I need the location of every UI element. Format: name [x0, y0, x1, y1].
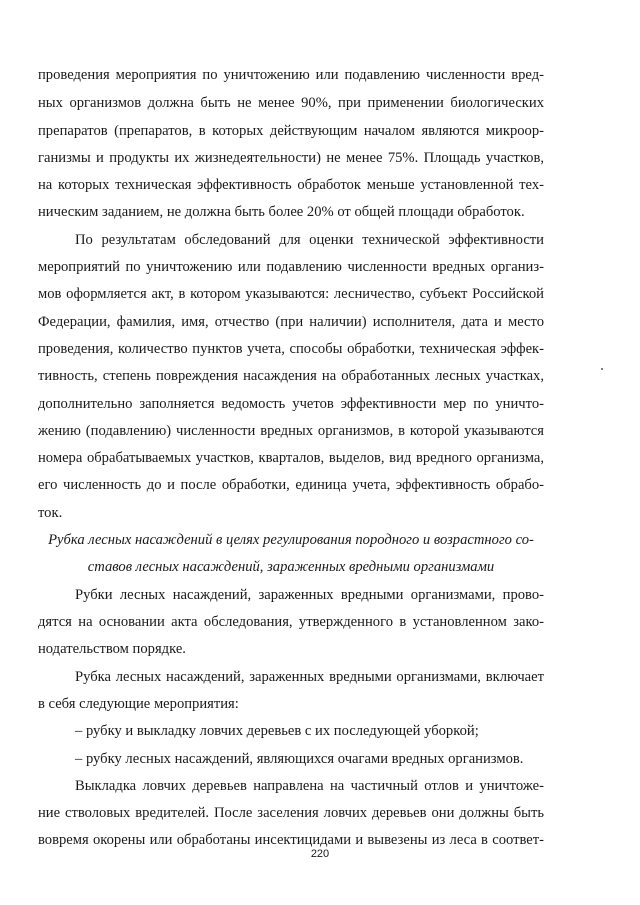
text-line: в себя следующие мероприятия:	[38, 696, 239, 712]
text-line: Рубка лесных насаждений, зараженных вредными организмами, включает	[75, 669, 544, 685]
text-line: вовремя окорены или обработаны инсектицидами и вывезены из леса в соответ-	[38, 832, 544, 848]
page-number: 220	[310, 848, 330, 860]
text-line: ток.	[38, 505, 63, 521]
text-line: ных организмов должна быть не менее 90%, при применении биологических	[38, 95, 544, 111]
text-line: Федерации, фамилия, имя, отчество (при наличии) исполнителя, дата и место	[38, 314, 544, 330]
scan-speck	[601, 368, 603, 370]
text-line: жению (подавлению) численности вредных организмов, в которой указываются	[38, 423, 544, 439]
text-line: тивность, степень повреждения насаждения на обработанных лесных участках,	[38, 368, 544, 384]
text-line: нодательством порядке.	[38, 641, 186, 657]
section-heading-line: Рубка лесных насаждений в целях регулирования породного и возрастного со-	[48, 532, 534, 548]
text-line: Рубки лесных насаждений, зараженных вредными организмами, прово-	[75, 587, 544, 603]
list-item: – рубку лесных насаждений, являющихся очагами вредных организмов.	[75, 751, 524, 767]
text-line: ганизмы и продукты их жизнедеятельности) не менее 75%. Площадь участков,	[38, 150, 544, 166]
text-line: препаратов (препаратов, в которых действующим началом являются микроор-	[38, 123, 544, 139]
list-item: – рубку и выкладку ловчих деревьев с их последующей уборкой;	[75, 723, 479, 739]
text-line: дополнительно заполняется ведомость учетов эффективности мер по уничто-	[38, 396, 544, 412]
text-line: дятся на основании акта обследования, утвержденного в установленном зако-	[38, 614, 544, 630]
text-line: мов оформляется акт, в котором указываются: лесничество, субъект Российской	[38, 286, 544, 302]
text-line: Выкладка ловчих деревьев направлена на частичный отлов и уничтоже-	[75, 778, 544, 794]
text-line: на которых техническая эффективность обработок меньше установленной тех-	[38, 177, 544, 193]
section-heading-line: ставов лесных насаждений, зараженных вредными организмами	[87, 559, 495, 575]
text-line: проведения, количество пунктов учета, способы обработки, техническая эффек-	[38, 341, 544, 357]
text-line: ние стволовых вредителей. После заселения ловчих деревьев они должны быть	[38, 805, 544, 821]
text-line: ническим заданием, не должна быть более 20% от общей площади обработок.	[38, 204, 525, 220]
text-line: мероприятий по уничтожению или подавлению численности вредных организ-	[38, 259, 544, 275]
text-line: номера обрабатываемых участков, кварталов, выделов, вид вредного организма,	[38, 450, 544, 466]
text-line: По результатам обследований для оценки технической эффективности	[75, 232, 544, 248]
text-line: его численность до и после обработки, единица учета, эффективность обрабо-	[38, 477, 544, 493]
text-line: проведения мероприятия по уничтожению или подавлению численности вред-	[38, 67, 544, 83]
